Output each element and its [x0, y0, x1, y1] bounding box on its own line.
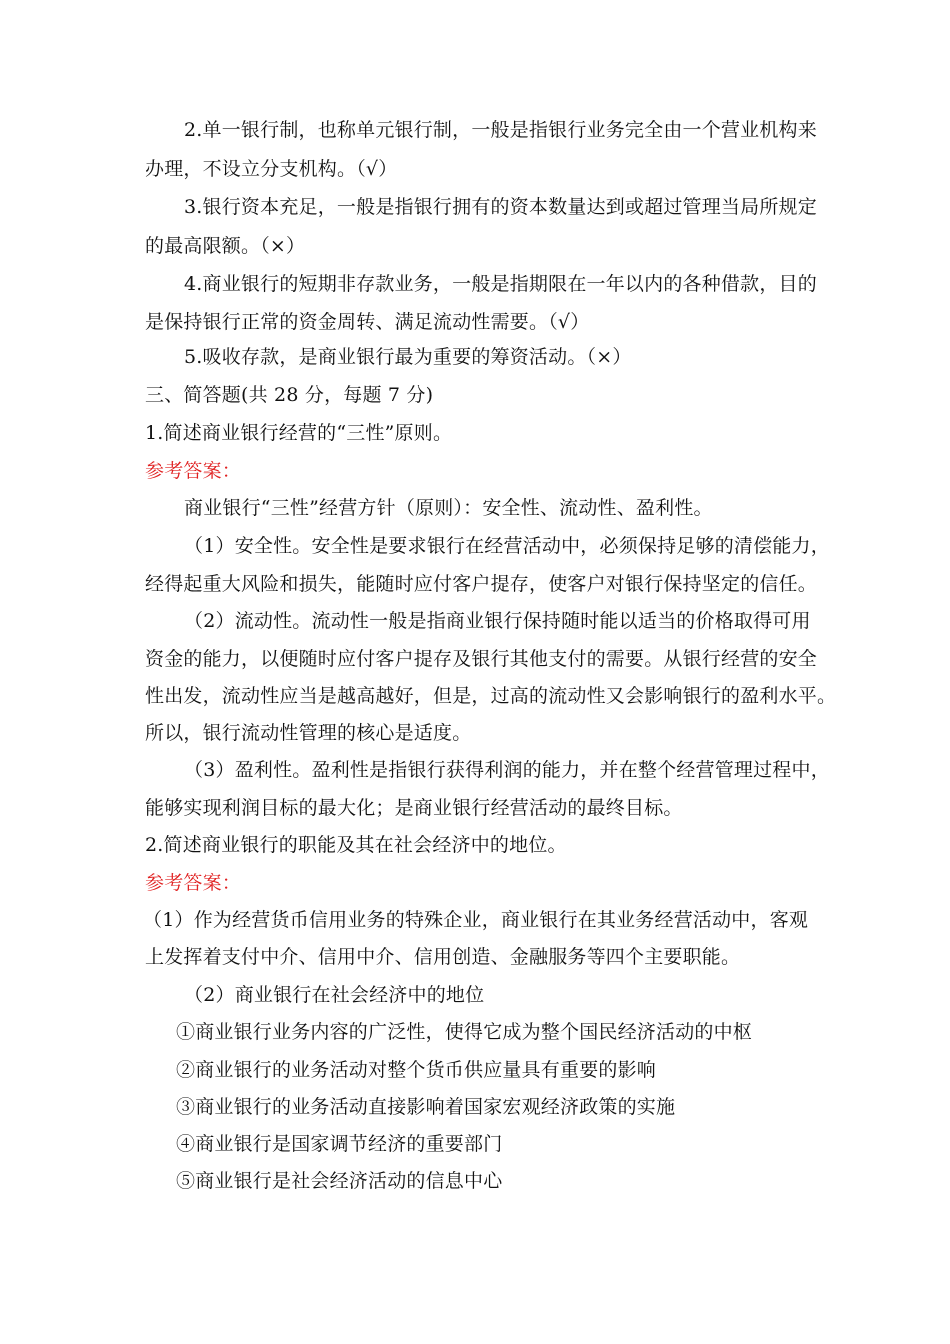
q2-p1-line2: 上发挥着支付中介、信用中介、信用创造、金融服务等四个主要职能。 [145, 946, 741, 968]
q1-intro: 商业银行“三性”经营方针（原则）：安全性、流动性、盈利性。 [184, 497, 713, 519]
answer-label-1: 参考答案： [145, 460, 242, 482]
q2-item-4: ④商业银行是国家调节经济的重要部门 [176, 1133, 503, 1155]
q2-item-5: ⑤商业银行是社会经济活动的信息中心 [176, 1170, 503, 1192]
q1-p2-line1: （2）流动性。流动性一般是指商业银行保持随时能以适当的价格取得可用 [184, 610, 811, 632]
judgment-q2-line2: 办理，不设立分支机构。（√） [145, 158, 398, 180]
judgment-q3-line1: 3.银行资本充足，一般是指银行拥有的资本数量达到或超过管理当局所规定 [184, 196, 817, 218]
judgment-q4-line2: 是保持银行正常的资金周转、满足流动性需要。（√） [145, 311, 590, 333]
q1-p1-line2: 经得起重大风险和损失，能随时应付客户提存，使客户对银行保持坚定的信任。 [145, 573, 818, 595]
question-1: 1.简述商业银行经营的“三性”原则。 [145, 422, 453, 444]
q2-p2-heading: （2）商业银行在社会经济中的地位 [184, 984, 485, 1006]
q2-item-1: ①商业银行业务内容的广泛性，使得它成为整个国民经济活动的中枢 [176, 1021, 753, 1043]
q2-item-2: ②商业银行的业务活动对整个货币供应量具有重要的影响 [176, 1059, 657, 1081]
question-2: 2.简述商业银行的职能及其在社会经济中的地位。 [145, 834, 567, 856]
judgment-q4-line1: 4.商业银行的短期非存款业务，一般是指期限在一年以内的各种借款，目的 [184, 273, 817, 295]
q1-p2-line4: 所以，银行流动性管理的核心是适度。 [145, 722, 472, 744]
q1-p3-line1: （3）盈利性。盈利性是指银行获得利润的能力，并在整个经营管理过程中， [184, 759, 830, 781]
answer-label-2: 参考答案： [145, 872, 242, 894]
q2-item-3: ③商业银行的业务活动直接影响着国家宏观经济政策的实施 [176, 1096, 676, 1118]
judgment-q3-line2: 的最高限额。（×） [145, 235, 306, 257]
judgment-q2-line1: 2.单一银行制，也称单元银行制，一般是指银行业务完全由一个营业机构来 [184, 119, 817, 141]
q1-p2-line2: 资金的能力，以便随时应付客户提存及银行其他支付的需要。从银行经营的安全 [145, 648, 818, 670]
judgment-q5-line1: 5.吸收存款，是商业银行最为重要的筹资活动。（×） [184, 346, 632, 368]
q1-p3-line2: 能够实现利润目标的最大化；是商业银行经营活动的最终目标。 [145, 797, 683, 819]
q2-p1-line1: （1）作为经营货币信用业务的特殊企业，商业银行在其业务经营活动中，客观 [143, 909, 809, 931]
q1-p1-line1: （1）安全性。安全性是要求银行在经营活动中，必须保持足够的清偿能力， [184, 535, 830, 557]
q1-p2-line3: 性出发，流动性应当是越高越好，但是，过高的流动性又会影响银行的盈利水平。 [145, 685, 837, 707]
section-heading: 三、简答题(共 28 分，每题 7 分) [145, 384, 434, 406]
